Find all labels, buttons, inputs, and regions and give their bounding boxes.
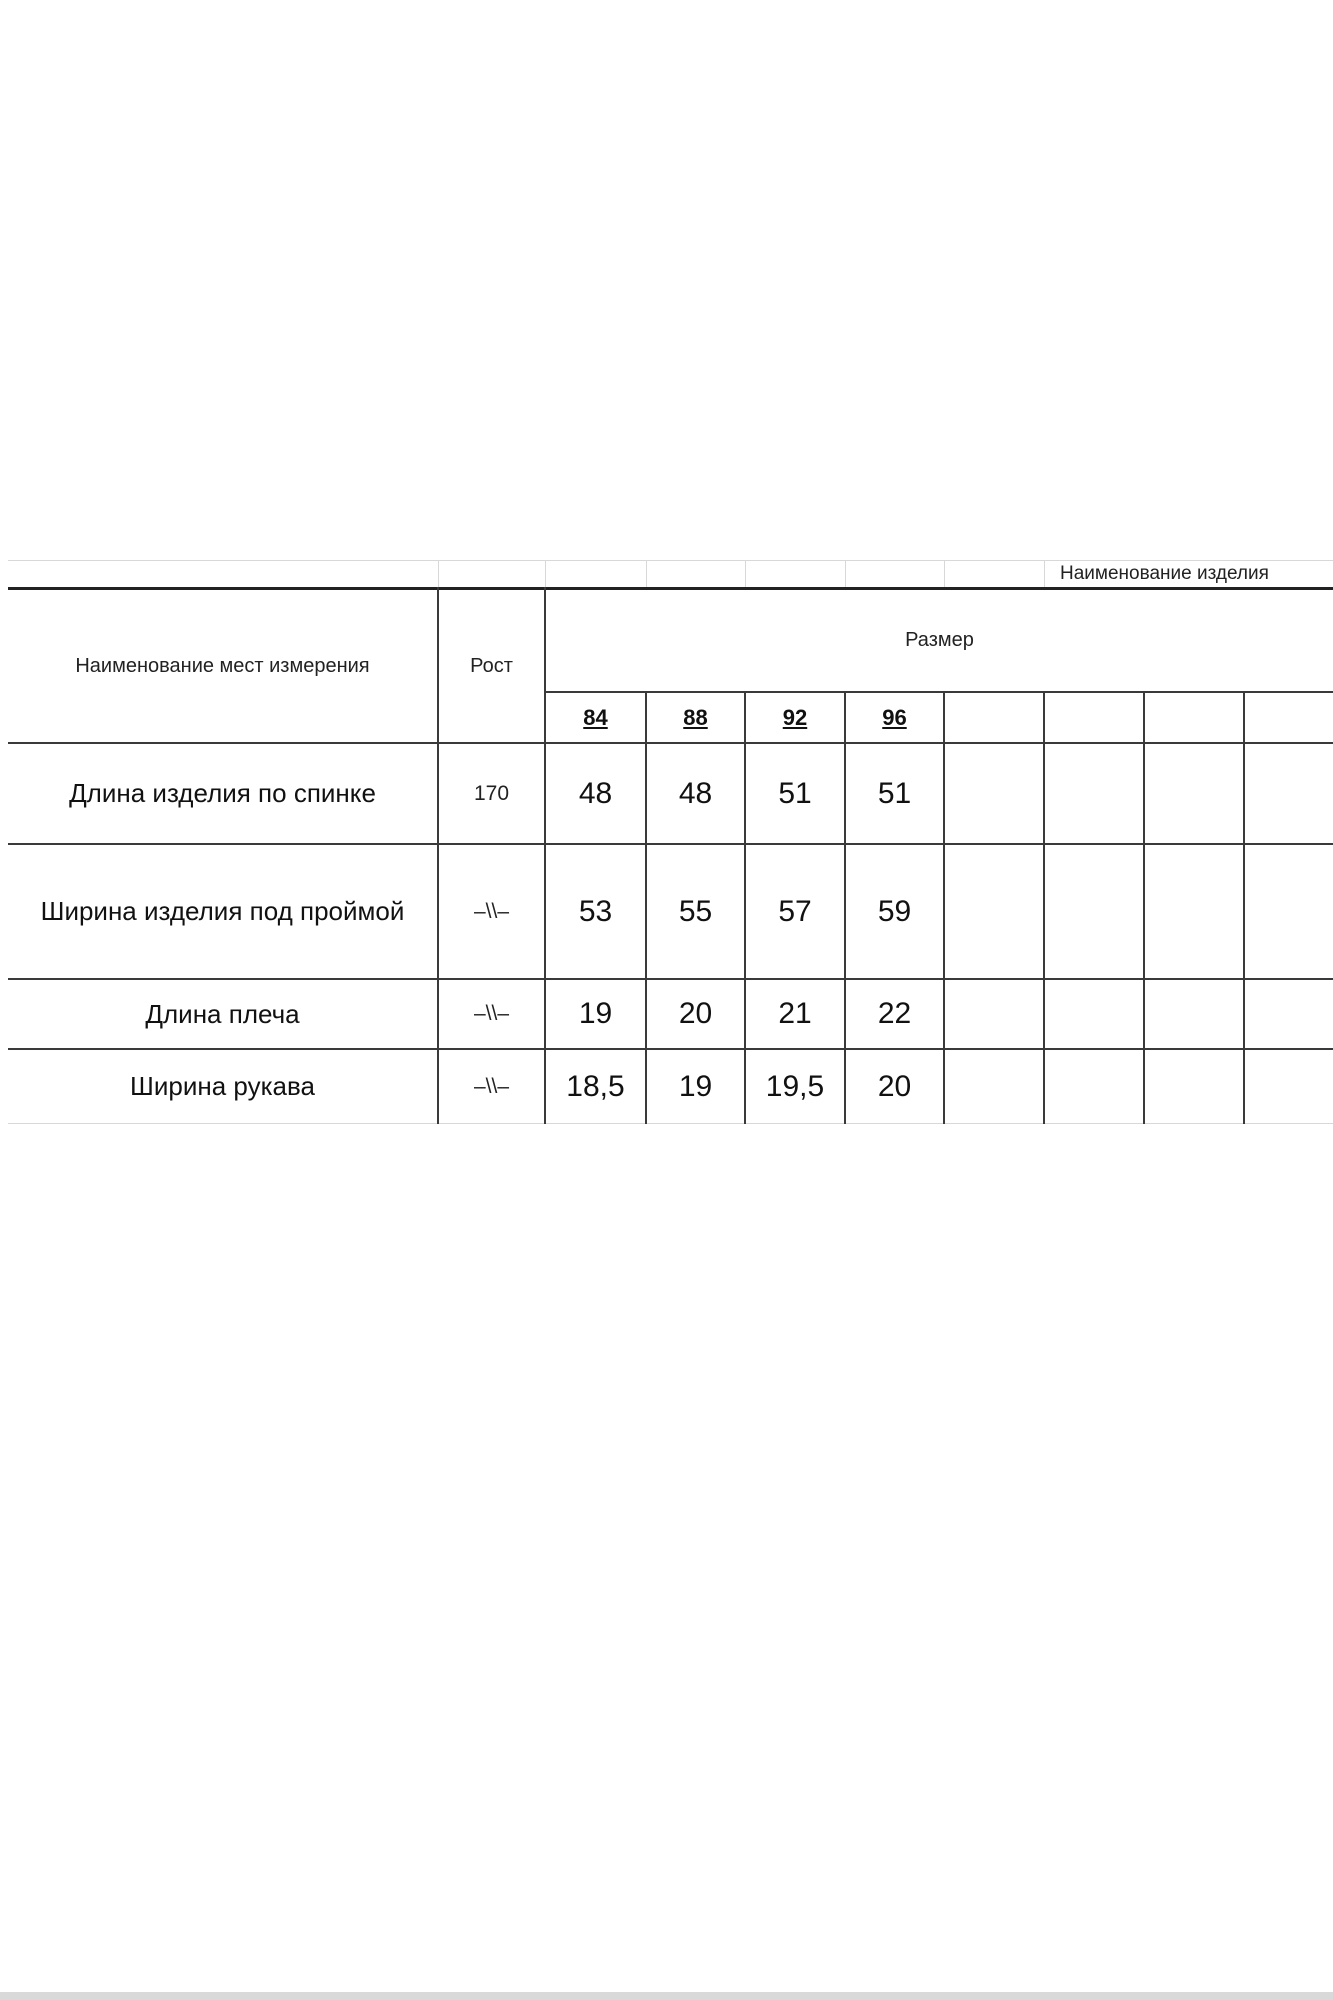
row-label: Длина плеча	[145, 998, 300, 1029]
product-title: Наименование изделия	[1060, 563, 1269, 584]
bottom-scroll-strip	[0, 1992, 1333, 2000]
size-88: 88	[683, 704, 708, 730]
measure-value: 19	[678, 1069, 713, 1103]
row-height: –\\–	[473, 899, 510, 923]
measure-value: 22	[877, 997, 912, 1030]
measure-places-header: Наименование мест измерения	[75, 654, 370, 677]
row-height: 170	[473, 781, 510, 805]
size-84: 84	[583, 704, 608, 730]
faint-gridline	[438, 560, 439, 587]
size-92: 92	[782, 704, 808, 730]
measure-value: 19	[578, 997, 613, 1030]
measure-value: 18,5	[566, 1069, 625, 1103]
measure-value: 21	[778, 997, 812, 1030]
size-header: Размер	[905, 629, 974, 651]
column-divider	[1043, 691, 1045, 1124]
faint-gridline	[1044, 560, 1045, 587]
measure-value: 51	[778, 776, 812, 810]
measure-value: 59	[877, 894, 912, 928]
measure-value: 57	[778, 894, 812, 928]
row-label: Длина изделия по спинке	[69, 778, 376, 808]
table-bottom-line	[8, 1123, 1333, 1124]
faint-gridline	[845, 560, 846, 587]
row-height: –\\–	[473, 1002, 510, 1025]
faint-gridline	[944, 560, 945, 587]
measure-value: 48	[678, 776, 713, 810]
faint-gridline	[545, 560, 546, 587]
faint-gridline	[646, 560, 647, 587]
measure-value: 55	[678, 894, 713, 928]
measure-value: 20	[678, 997, 713, 1030]
column-divider	[943, 691, 945, 1124]
faint-gridline	[745, 560, 746, 587]
faint-gridline	[8, 560, 1333, 561]
measure-value: 19,5	[765, 1069, 825, 1103]
column-divider	[1143, 691, 1145, 1124]
measure-value: 51	[877, 776, 912, 810]
row-label: Ширина изделия под проймой	[40, 896, 405, 926]
column-divider	[1243, 691, 1245, 1124]
measure-value: 48	[578, 776, 613, 810]
row-height: –\\–	[473, 1074, 510, 1098]
height-header: Рост	[470, 654, 513, 677]
size-96: 96	[882, 704, 907, 730]
measure-value: 20	[877, 1069, 912, 1103]
measure-value: 53	[578, 894, 613, 928]
row-label: Ширина рукава	[130, 1071, 315, 1101]
